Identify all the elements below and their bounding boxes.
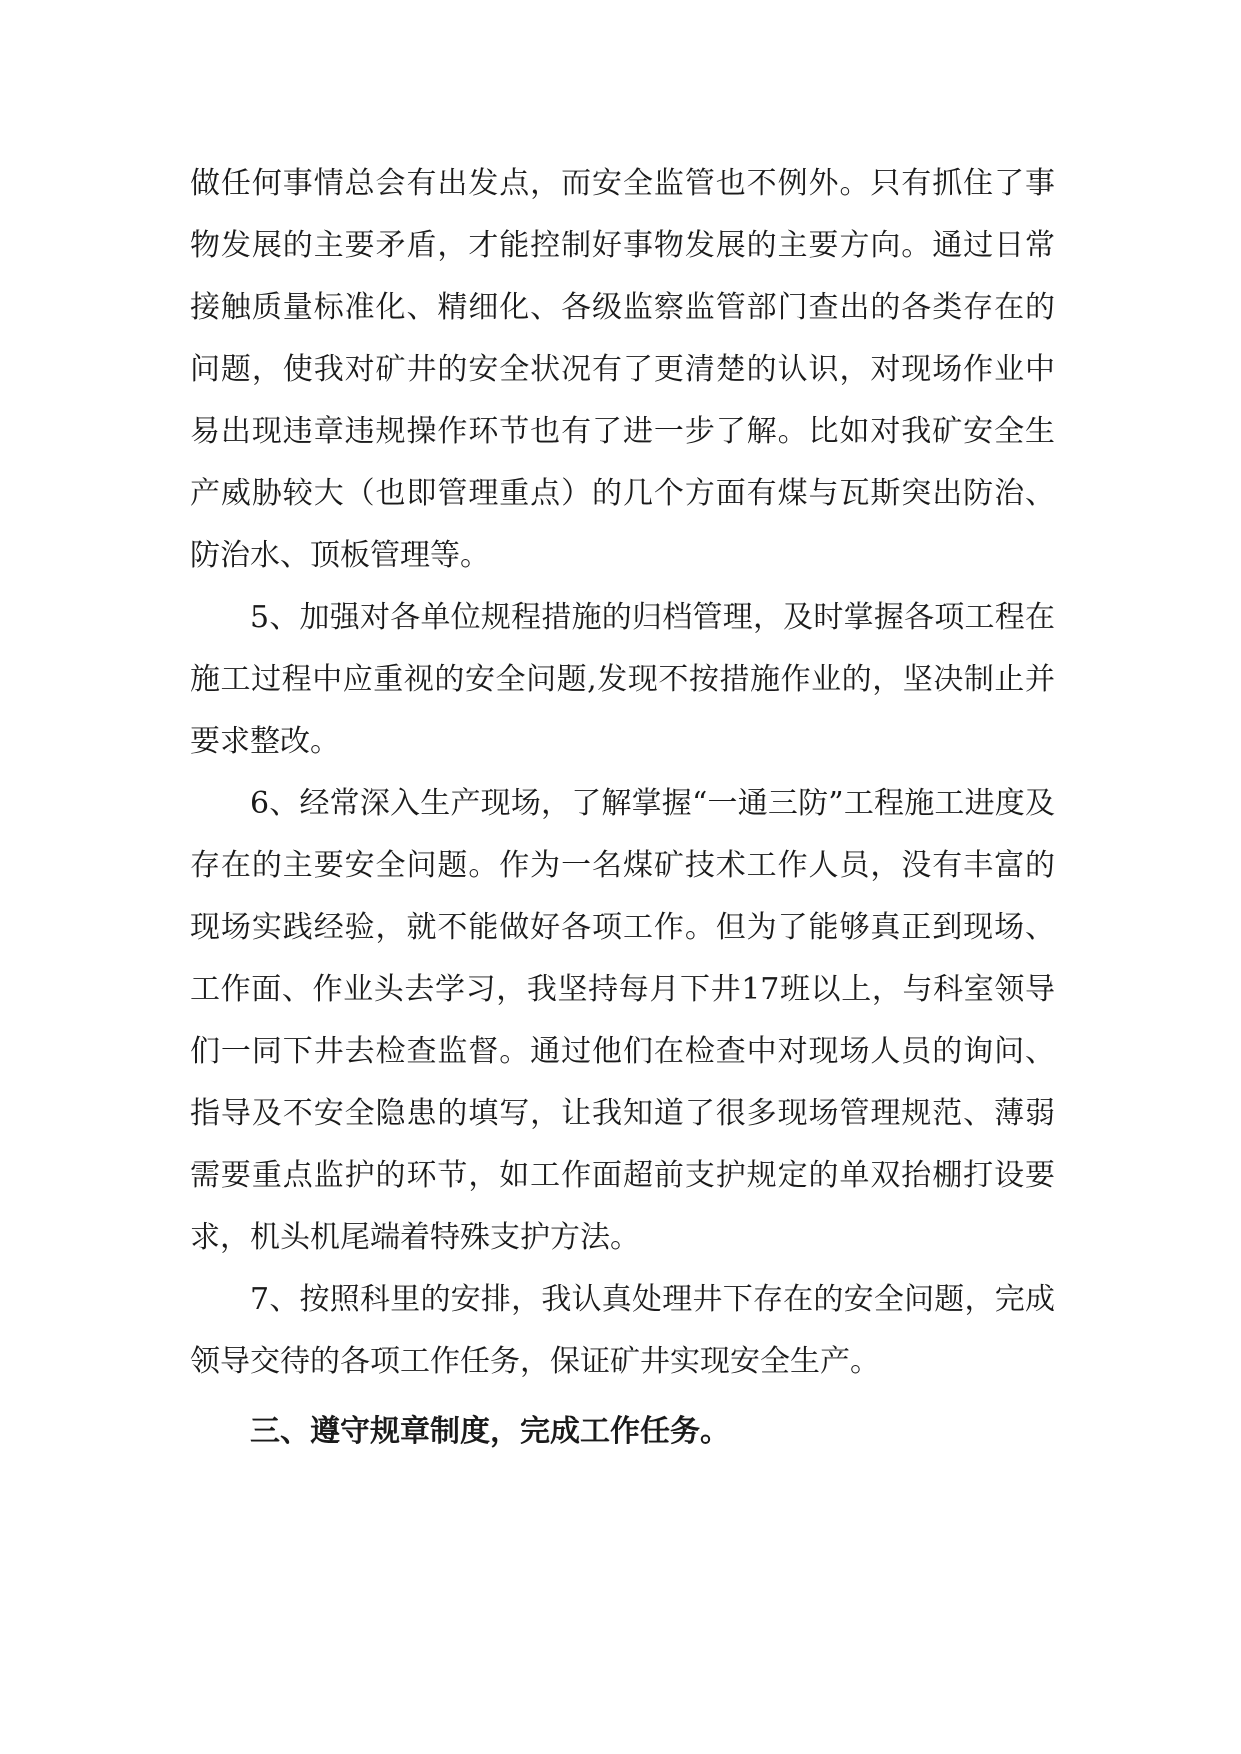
paragraph-item-6: 6、经常深入生产现场，了解掌握“一通三防”工程施工进度及存在的主要安全问题。作为一名煤矿技术工作人员，没有丰富的现场实践经验，就不能做好各项工作。但为了能够真正到现场、工作面、作业头去学习，我坚持每月下井17班以上，与科室领导们一同下井去检查监督。通过他们在检查中对现场人员的询问、指导及不安全隐患的填写，让我知道了很多现场管理规范、薄弱需要重点监护的环节，如工作面超前支护规定的单双抬棚打设要求，机头机尾端着特殊支护方法。: [190, 786, 1055, 1255]
paragraph-item-7: 7、按照科里的安排，我认真处理井下存在的安全问题，完成领导交待的各项工作任务，保证矿井实现安全生产。: [190, 1282, 1055, 1379]
paragraph-item-5: 5、加强对各单位规程措施的归档管理，及时掌握各项工程在施工过程中应重视的安全问题,发现不按措施作业的，坚决制止并要求整改。: [190, 600, 1055, 759]
section-heading: 三、遵守规章制度，完成工作任务。: [250, 1414, 730, 1449]
paragraph-safety-focus: 做任何事情总会有出发点，而安全监管也不例外。只有抓住了事物发展的主要矛盾，才能控制好事物发展的主要方向。通过日常接触质量标准化、精细化、各级监察监管部门查出的各类存在的问题，使我对矿井的安全状况有了更清楚的认识，对现场作业中易出现违章违规操作环节也有了进一步了解。比如对我矿安全生产威胁较大（也即管理重点）的几个方面有煤与瓦斯突出防治、防治水、顶板管理等。: [190, 166, 1055, 573]
document-body: [190, 153, 1055, 1463]
